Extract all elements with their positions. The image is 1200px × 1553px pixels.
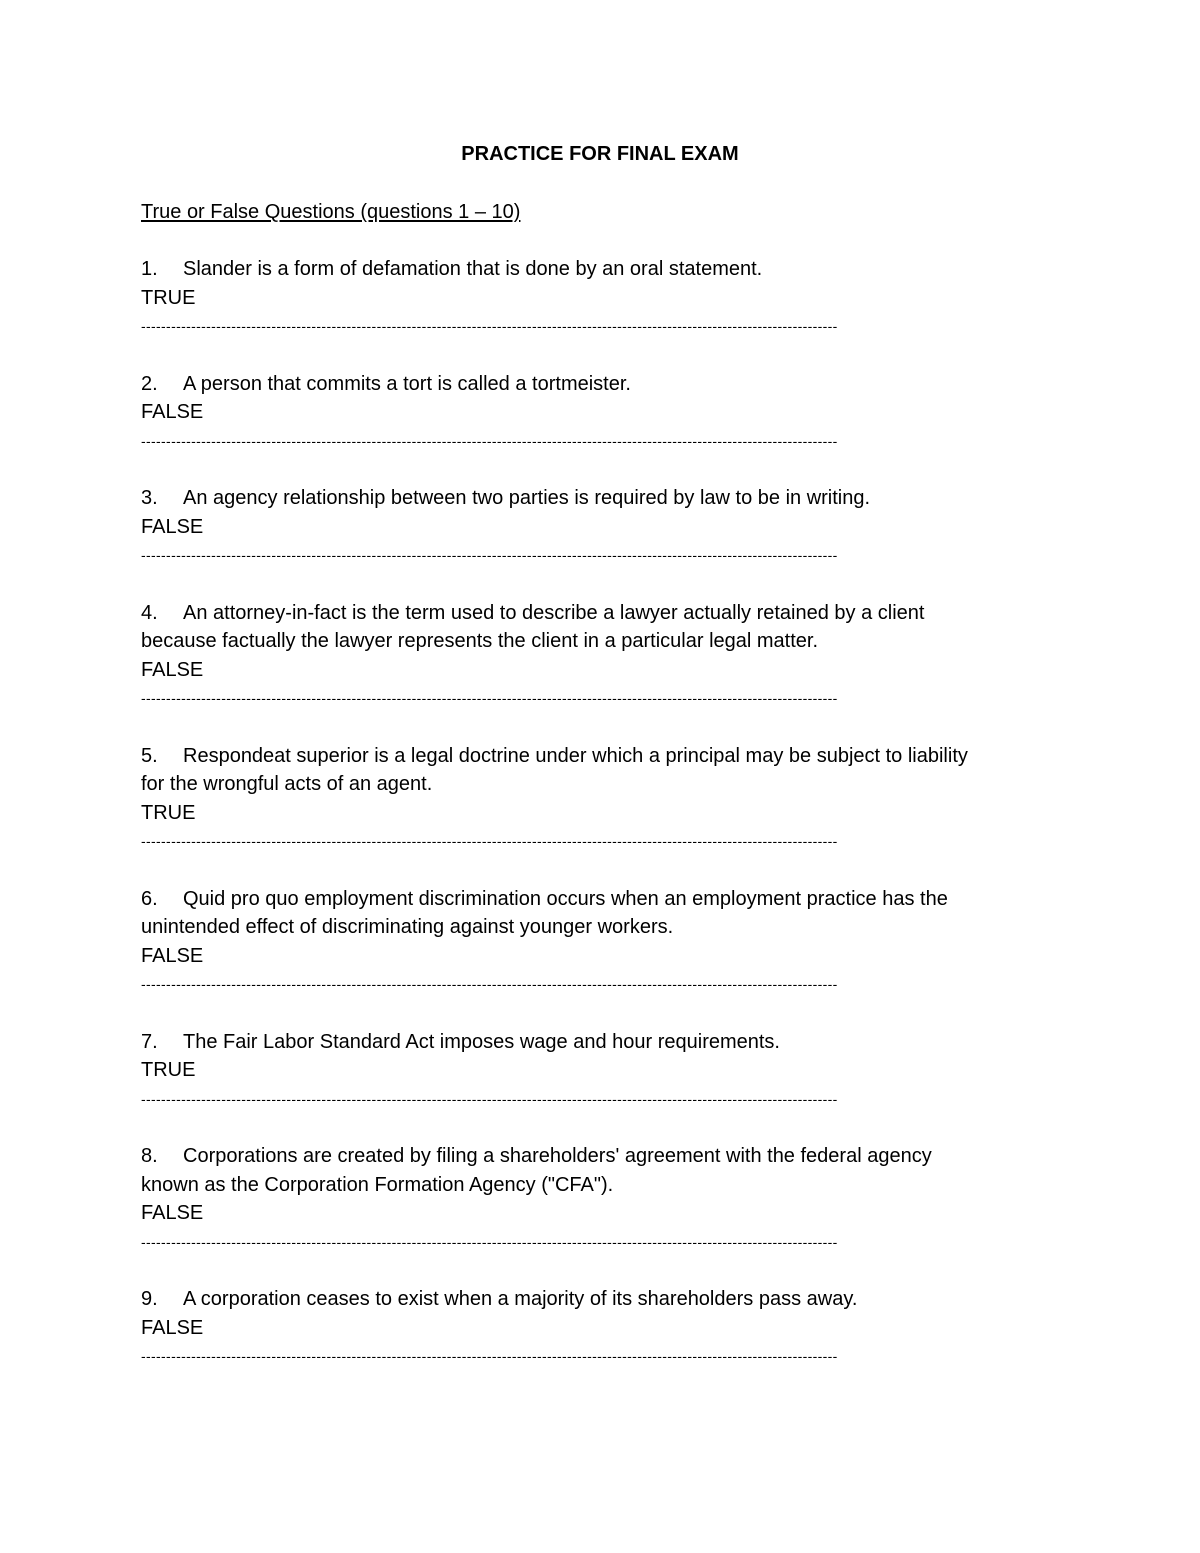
answer: TRUE (141, 1059, 196, 1081)
separator-line: ------------------------------------------------------------------------------------------------------------------------------------------- (141, 1233, 838, 1250)
answer: FALSE (141, 1202, 204, 1224)
question-text: Slander is a form of defamation that is done by an oral statement. (183, 258, 763, 280)
question-list (141, 255, 1041, 1371)
separator-line: ------------------------------------------------------------------------------------------------------------------------------------------- (141, 976, 838, 992)
question-text: A person that commits a tort is called a tortmeister. (183, 372, 631, 395)
question-number: 2. (141, 372, 158, 395)
question-text: An agency relationship between two parties is required by law to be in writing. (183, 487, 871, 509)
question-6 (141, 885, 1041, 999)
question-text: A corporation ceases to exist when a majority of its shareholders pass away. (183, 1288, 858, 1310)
question-text-continuation: known as the Corporation Formation Agency ("CFA"). (141, 1173, 614, 1196)
answer: TRUE (141, 286, 196, 309)
question-text-line (141, 742, 1041, 771)
question-number: 7. (141, 1030, 158, 1053)
question-number: 5. (141, 744, 158, 767)
answer: FALSE (141, 515, 204, 538)
question-7 (141, 1028, 1041, 1114)
question-text-line (141, 885, 1041, 914)
question-text-line (141, 1142, 1041, 1171)
question-3 (141, 484, 1041, 570)
page-title: PRACTICE FOR FINAL EXAM (461, 143, 739, 165)
question-text: Corporations are created by filing a shareholders' agreement with the federal agency (183, 1145, 932, 1167)
section-heading: True or False Questions (questions 1 – 10) (141, 201, 521, 223)
answer: FALSE (141, 401, 204, 423)
question-text: An attorney-in-fact is the term used to describe a lawyer actually retained by a client (183, 601, 925, 624)
answer: FALSE (141, 944, 204, 967)
question-text-line (141, 484, 1041, 513)
question-8 (141, 1142, 1041, 1256)
separator-line: ------------------------------------------------------------------------------------------------------------------------------------------- (141, 432, 838, 449)
question-text: The Fair Labor Standard Act imposes wage and hour requirements. (183, 1030, 780, 1053)
question-number: 1. (141, 258, 158, 280)
question-4 (141, 599, 1041, 713)
question-text-line (141, 255, 1041, 284)
answer: TRUE (141, 801, 196, 824)
question-9 (141, 1285, 1041, 1371)
question-5 (141, 742, 1041, 856)
separator-line: ------------------------------------------------------------------------------------------------------------------------------------------- (141, 833, 838, 849)
separator-line: ------------------------------------------------------------------------------------------------------------------------------------------- (141, 547, 838, 563)
answer: FALSE (141, 658, 204, 681)
question-1 (141, 255, 1041, 341)
separator-line: ------------------------------------------------------------------------------------------------------------------------------------------- (141, 690, 838, 706)
question-number: 4. (141, 601, 158, 624)
question-text-continuation: for the wrongful acts of an agent. (141, 773, 433, 795)
answer: FALSE (141, 1316, 204, 1339)
question-text-line (141, 370, 1041, 399)
question-number: 9. (141, 1288, 158, 1310)
question-number: 8. (141, 1145, 158, 1167)
question-text: Quid pro quo employment discrimination occurs when an employment practice has the (183, 887, 948, 910)
question-text-line (141, 1028, 1041, 1057)
separator-line: ------------------------------------------------------------------------------------------------------------------------------------------- (141, 318, 838, 334)
question-text-line (141, 1285, 1041, 1314)
question-2 (141, 370, 1041, 456)
question-number: 3. (141, 487, 158, 509)
question-text-continuation: because factually the lawyer represents the client in a particular legal matter. (141, 630, 819, 652)
question-text: Respondeat superior is a legal doctrine under which a principal may be subject to liability (183, 744, 968, 767)
question-text-line (141, 599, 1041, 628)
separator-line: ------------------------------------------------------------------------------------------------------------------------------------------- (141, 1348, 838, 1364)
separator-line: ------------------------------------------------------------------------------------------------------------------------------------------- (141, 1090, 838, 1107)
question-text-continuation: unintended effect of discriminating against younger workers. (141, 916, 674, 938)
question-number: 6. (141, 887, 158, 910)
